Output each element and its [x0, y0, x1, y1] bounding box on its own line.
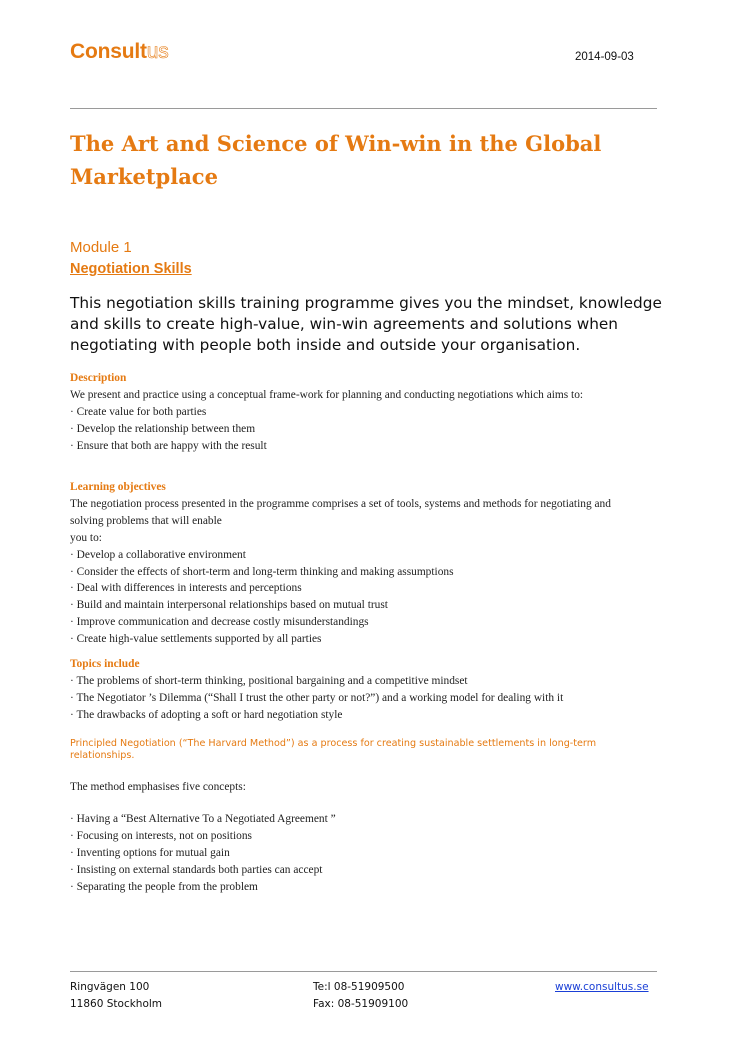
learning-objectives-list — [70, 547, 670, 648]
list-item: · Consider the effects of short-term and long-term thinking and making assumptions — [70, 564, 670, 581]
list-item: · Create value for both parties — [70, 404, 670, 421]
list-item: · The problems of short-term thinking, positional bargaining and a competitive mindset — [70, 673, 670, 690]
footer-website — [555, 979, 649, 996]
list-item: · Improve communication and decrease costly misunderstandings — [70, 614, 670, 631]
footer-contact — [313, 979, 408, 1013]
document-title: The Art and Science of Win-win in the Global Marketplace — [70, 131, 602, 189]
logo-suffix-text: us — [146, 40, 169, 63]
learning-objectives-section — [70, 479, 670, 648]
description-heading: Description — [70, 372, 127, 384]
list-item: · Deal with differences in interests and perceptions — [70, 580, 670, 597]
description-list — [70, 404, 670, 455]
list-item: · Create high-value settlements supported by all parties — [70, 631, 670, 648]
header-divider — [70, 108, 657, 109]
list-item: · Focusing on interests, not on positions — [70, 828, 670, 845]
address-street: Ringvägen 100 — [70, 981, 150, 993]
consultus-logo — [70, 40, 169, 64]
list-item: · Ensure that both are happy with the result — [70, 438, 670, 455]
list-item: · Having a “Best Alternative To a Negotiated Agreement ” — [70, 811, 670, 828]
learning-objectives-text-continued: you to: — [70, 531, 102, 544]
topics-heading: Topics include — [70, 658, 140, 670]
list-item: · Insisting on external standards both parties can accept — [70, 862, 670, 879]
concepts-section — [70, 811, 670, 896]
intro-paragraph: This negotiation skills training programme gives you the mindset, knowledge and skills to create high-value, win-win agreements and solutions when negotiating with people both inside and outside your organisation. — [70, 294, 662, 354]
topics-list — [70, 673, 670, 724]
principled-negotiation-heading: Principled Negotiation (“The Harvard Method”) as a process for creating sustainable settlements in long-term relationships. — [70, 738, 597, 761]
description-text: We present and practice using a conceptual frame-work for planning and conducting negotiations which aims to: — [70, 388, 584, 401]
footer-address — [70, 979, 162, 1013]
concepts-list — [70, 811, 670, 896]
learning-objectives-heading: Learning objectives — [70, 481, 166, 493]
list-item: · Separating the people from the problem — [70, 879, 670, 896]
topics-section — [70, 656, 670, 724]
list-item: · Build and maintain interpersonal relationships based on mutual trust — [70, 597, 670, 614]
module-name: Negotiation Skills — [70, 261, 192, 277]
document-date: 2014-09-03 — [575, 51, 634, 63]
website-link[interactable]: www.consultus.se — [555, 981, 649, 993]
footer-divider — [70, 971, 657, 972]
list-item: · Inventing options for mutual gain — [70, 845, 670, 862]
list-item: · Develop a collaborative environment — [70, 547, 670, 564]
list-item: · The drawbacks of adopting a soft or hard negotiation style — [70, 707, 670, 724]
address-city: 11860 Stockholm — [70, 998, 163, 1010]
phone-number: Te:l 08-51909500 — [313, 981, 405, 993]
list-item: · Develop the relationship between them — [70, 421, 670, 438]
method-intro-text: The method emphasises five concepts: — [70, 781, 246, 793]
list-item: · The Negotiator ’s Dilemma (“Shall I trust the other party or not?”) and a working model for dealing with it — [70, 690, 670, 707]
module-label: Module 1 — [70, 239, 132, 256]
description-section — [70, 370, 670, 455]
learning-objectives-text: The negotiation process presented in the programme comprises a set of tools, systems and methods for negotiating and solving problems that will enable — [70, 497, 611, 527]
logo-main-text: Consult — [70, 40, 147, 63]
fax-number: Fax: 08-51909100 — [313, 998, 409, 1010]
